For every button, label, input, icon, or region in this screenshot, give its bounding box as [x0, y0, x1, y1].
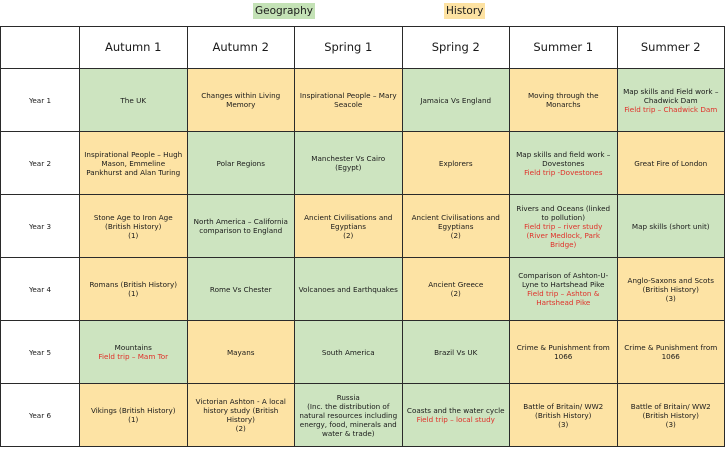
topic-text: (2): [450, 230, 461, 240]
year-label: Year 6: [1, 384, 80, 447]
term-header-spring-2: Spring 2: [402, 27, 510, 69]
topic-text: Brazil Vs UK: [434, 347, 478, 357]
topic-text: (2): [343, 230, 354, 240]
topic-cell: [510, 132, 618, 195]
year-label: Year 5: [1, 321, 80, 384]
topic-text: North America – California comparison to England: [193, 217, 288, 235]
topic-text: Ancient Civilisations and Egyptians: [304, 212, 393, 231]
topic-text: Polar Regions: [216, 158, 265, 168]
topic-cell: [617, 132, 725, 195]
topic-cell: [617, 69, 725, 132]
topic-text: Ancient Civilisations and Egyptians: [411, 212, 500, 231]
topic-text: (British History): [642, 284, 699, 294]
topic-text: (British History): [642, 410, 699, 420]
topic-text: Crime & Punishment from 1066: [624, 343, 718, 361]
legend-history: History: [446, 5, 484, 17]
term-header-autumn-1: Autumn 1: [80, 27, 188, 69]
topic-cell: [187, 195, 295, 258]
topic-cell: [617, 321, 725, 384]
topic-cell: [402, 132, 510, 195]
topic-text: Inspirational People – Mary Seacole: [299, 91, 397, 109]
topic-text: Romans (British History): [89, 280, 178, 289]
table-row: [1, 132, 725, 195]
table-row: [1, 69, 725, 132]
term-header-summer-1: Summer 1: [510, 27, 618, 69]
field-trip-text: Field trip – Ashton & Hartshead Pike: [527, 289, 600, 307]
topic-cell: [80, 321, 188, 384]
topic-text: Map skills and Field work – Chadwick Dam: [623, 86, 719, 105]
field-trip-text: Field trip – Mam Tor: [98, 352, 169, 361]
year-label: Year 4: [1, 258, 80, 321]
topic-cell: [80, 258, 188, 321]
topic-cell: [295, 321, 403, 384]
topic-text: Manchester Vs Cairo (Egypt): [311, 154, 386, 172]
field-trip-text: Field trip -Dovestones: [524, 167, 603, 177]
topic-cell: [510, 321, 618, 384]
topic-cell: [510, 195, 618, 258]
topic-text: Russia: [336, 392, 360, 402]
topic-text: Rome Vs Chester: [209, 284, 272, 294]
topic-text: Vikings (British History): [90, 406, 176, 415]
topic-text: Crime & Punishment from 1066: [516, 343, 610, 361]
topic-text: Comparison of Ashton-U-Lyne to Hartshead Pike: [518, 271, 609, 289]
topic-text: Volcanoes and Earthquakes: [298, 284, 398, 294]
topic-cell: [80, 195, 188, 258]
topic-text: (3): [665, 293, 676, 303]
subject-legend: [0, 2, 726, 22]
topic-cell: [402, 258, 510, 321]
topic-cell: [510, 258, 618, 321]
topic-text: Rivers and Oceans (linked to pollution): [516, 203, 611, 222]
topic-text: Coasts and the water cycle: [406, 406, 505, 415]
topic-text: (1): [128, 230, 139, 240]
topic-text: Moving through the Monarchs: [527, 91, 599, 109]
topic-text: Battle of Britain/ WW2: [523, 401, 604, 411]
topic-text: (2): [450, 289, 461, 298]
corner-cell: [1, 27, 80, 69]
topic-text: (Inc. the distribution of natural resources including energy, food, minerals and water & trade): [299, 401, 398, 438]
table-row: [1, 384, 725, 447]
topic-text: Anglo-Saxons and Scots: [627, 275, 714, 285]
field-trip-text: Field trip – river study (River Medlock, Park Bridge): [524, 221, 603, 249]
curriculum-table-body: [1, 27, 725, 447]
legend-geography: Geography: [255, 5, 313, 17]
topic-text: Mountains: [114, 343, 152, 352]
topic-cell: [510, 384, 618, 447]
topic-text: Victorian Ashton - A local history study (British History): [195, 397, 286, 424]
topic-text: (British History): [105, 221, 162, 231]
term-header-summer-2: Summer 2: [617, 27, 725, 69]
field-trip-text: Field trip – local study: [416, 415, 495, 424]
topic-cell: [187, 384, 295, 447]
topic-cell: [617, 384, 725, 447]
topic-cell: [402, 195, 510, 258]
table-row: [1, 258, 725, 321]
topic-text: (British History): [535, 410, 592, 420]
topic-text: (3): [558, 419, 569, 429]
curriculum-table: [0, 26, 725, 447]
topic-text: Jamaica Vs England: [420, 95, 492, 105]
topic-cell: [402, 321, 510, 384]
topic-text: Map skills (short unit): [631, 221, 710, 231]
table-row: [1, 195, 725, 258]
topic-cell: [402, 384, 510, 447]
table-row: [1, 321, 725, 384]
topic-text: (3): [665, 419, 676, 429]
topic-cell: [187, 69, 295, 132]
year-label: Year 3: [1, 195, 80, 258]
term-header-autumn-2: Autumn 2: [187, 27, 295, 69]
topic-cell: [187, 132, 295, 195]
topic-text: Changes within Living Memory: [201, 91, 281, 109]
topic-text: (2): [235, 424, 246, 433]
topic-text: Inspirational People – Hugh Mason, Emmeline Pankhurst and Alan Turing: [84, 149, 183, 177]
field-trip-text: Field trip – Chadwick Dam: [624, 104, 718, 114]
topic-text: Map skills and field work – Dovestones: [516, 149, 611, 168]
topic-text: South America: [321, 347, 375, 357]
topic-text: Great Fire of London: [634, 158, 708, 168]
topic-cell: [80, 132, 188, 195]
topic-cell: [295, 258, 403, 321]
topic-cell: [617, 195, 725, 258]
topic-text: Mayans: [226, 347, 255, 357]
topic-text: Explorers: [438, 158, 473, 168]
header-row: [1, 27, 725, 69]
topic-text: The UK: [120, 95, 147, 105]
topic-cell: [402, 69, 510, 132]
topic-text: (1): [128, 415, 139, 424]
year-label: Year 2: [1, 132, 80, 195]
year-label: Year 1: [1, 69, 80, 132]
term-header-spring-1: Spring 1: [295, 27, 403, 69]
topic-cell: [80, 69, 188, 132]
topic-cell: [187, 258, 295, 321]
topic-cell: [295, 69, 403, 132]
topic-cell: [187, 321, 295, 384]
topic-cell: [617, 258, 725, 321]
topic-text: (1): [128, 289, 139, 298]
topic-cell: [80, 384, 188, 447]
topic-cell: [295, 132, 403, 195]
topic-cell: [510, 69, 618, 132]
topic-text: Stone Age to Iron Age: [93, 212, 173, 222]
topic-cell: [295, 384, 403, 447]
topic-text: Ancient Greece: [428, 280, 484, 289]
topic-cell: [295, 195, 403, 258]
topic-text: Battle of Britain/ WW2: [630, 401, 711, 411]
